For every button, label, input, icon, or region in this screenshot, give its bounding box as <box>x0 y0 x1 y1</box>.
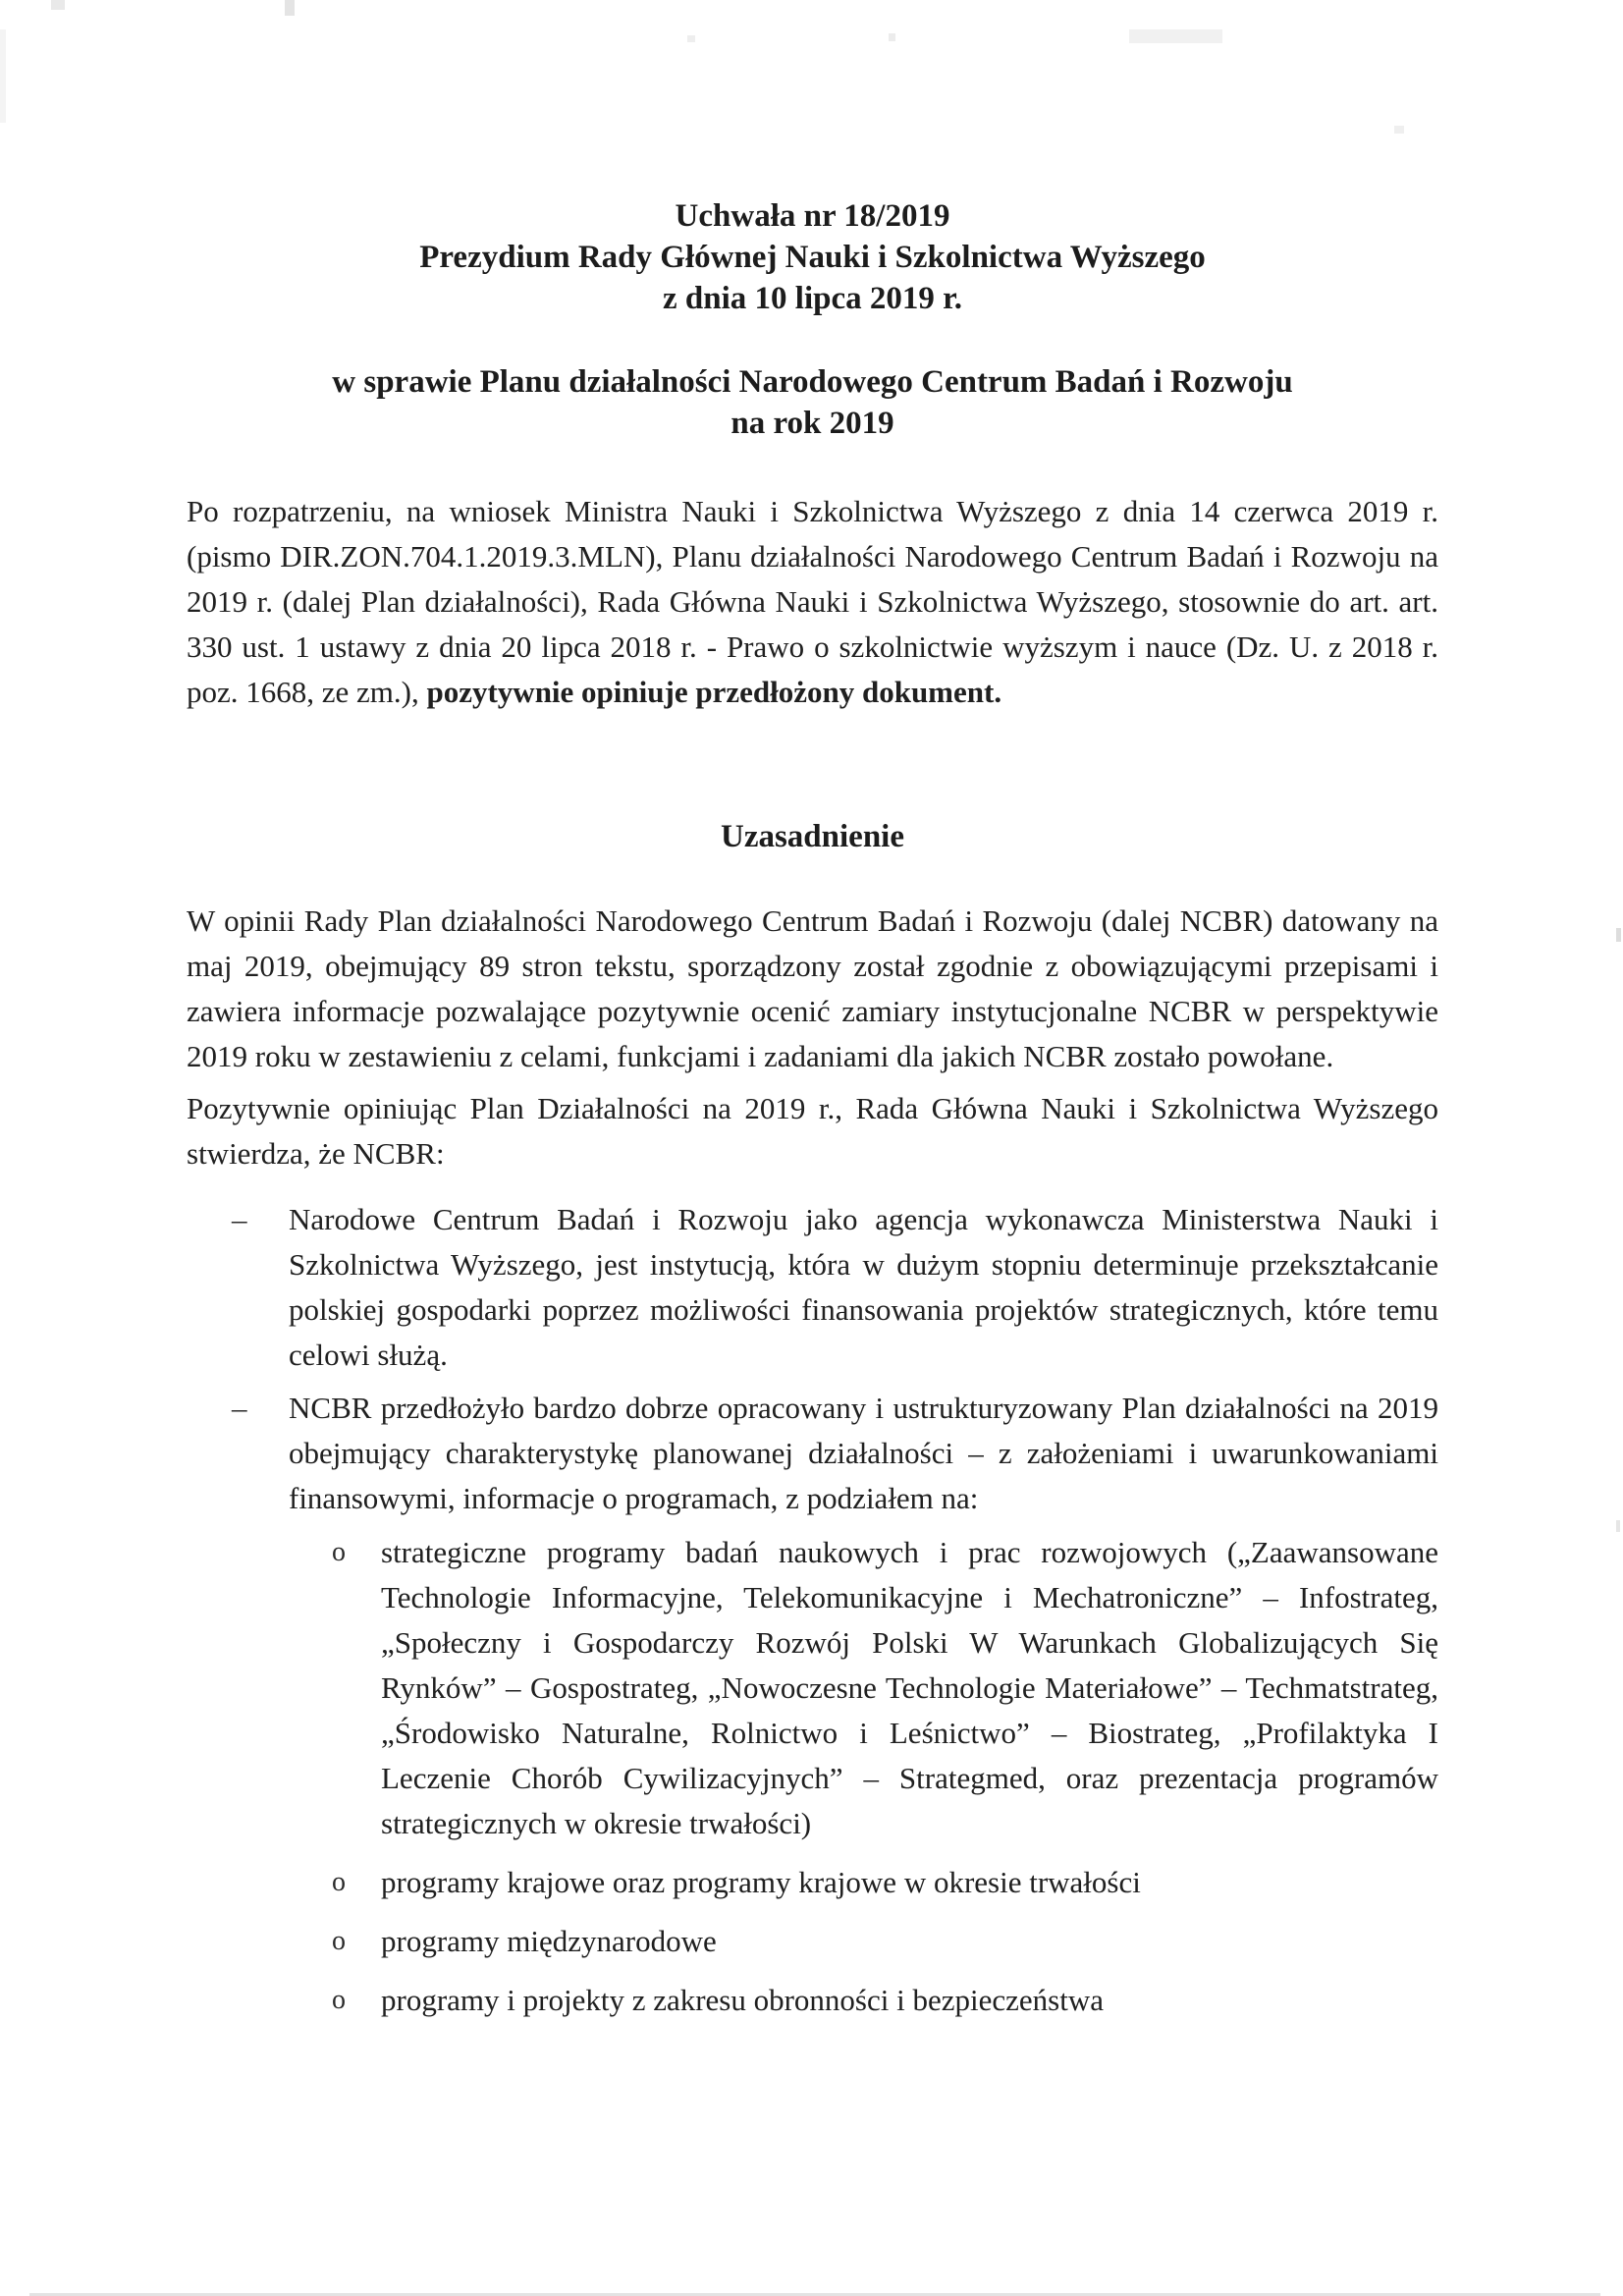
title-line-date: z dnia 10 lipca 2019 r. <box>663 281 962 316</box>
list-item <box>232 1197 1438 1378</box>
list-item <box>332 1530 1438 1846</box>
circle-marker: o <box>332 1926 346 1956</box>
title-line-number: Uchwała nr 18/2019 <box>675 198 950 234</box>
list-item <box>232 1386 1438 1521</box>
circle-list <box>187 1530 1438 2023</box>
list-item-text: Narodowe Centrum Badań i Rozwoju jako agencja wykonawcza Ministerstwa Nauki i Szkolnictwa Wyższego, jest instytucją, która w dużym stopniu determinuje przekształcanie polskiej gospodarki poprzez możliwości finansowania projektów strategicznych, które temu celowi służą. <box>289 1202 1438 1372</box>
subject-line-1: w sprawie Planu działalności Narodowego Centrum Badań i Rozwoju <box>332 364 1293 400</box>
list-item-text: programy i projekty z zakresu obronności i bezpieczeństwa <box>381 1983 1104 2017</box>
scan-artifact <box>1616 1520 1620 1532</box>
circle-marker: o <box>332 1537 346 1567</box>
conclusion-paragraph: Pozytywnie opiniując Plan Działalności na 2019 r., Rada Główna Nauki i Szkolnictwa Wyższego stwierdza, że NCBR: <box>187 1091 1438 1171</box>
document-subject <box>187 361 1438 444</box>
list-item-text: programy krajowe oraz programy krajowe w okresie trwałości <box>381 1865 1141 1899</box>
section-heading: Uzasadnienie <box>720 819 904 854</box>
title-line-issuer: Prezydium Rady Głównej Nauki i Szkolnictwa Wyższego <box>419 240 1206 275</box>
circle-marker: o <box>332 1867 346 1897</box>
intro-paragraph <box>187 489 1438 715</box>
list-item-text: NCBR przedłożyło bardzo dobrze opracowany i ustrukturyzowany Plan działalności na 2019 obejmujący charakterystykę planowanej działalności – z założeniami i uwarunkowaniami finansowymi, informacje o programach, z podziałem na: <box>289 1391 1438 1515</box>
document-title <box>187 195 1438 319</box>
subject-line-2: na rok 2019 <box>730 406 894 441</box>
list-item <box>332 1978 1438 2023</box>
list-item <box>332 1919 1438 1964</box>
opinion-paragraph: W opinii Rady Plan działalności Narodowego Centrum Badań i Rozwoju (dalej NCBR) datowany na maj 2019, obejmujący 89 stron tekstu, sporządzony został zgodnie z obowiązującymi przepisami i zawiera informacje pozwalające pozytywnie ocenić zamiary instytucjonalne NCBR w perspektywie 2019 roku w zestawieniu z celami, funkcjami i zadaniami dla jakich NCBR zostało powołane. <box>187 903 1438 1073</box>
list-item-text: programy międzynarodowe <box>381 1924 717 1958</box>
intro-paragraph-text: Po rozpatrzeniu, na wniosek Ministra Nauki i Szkolnictwa Wyższego z dnia 14 czerwca 2019 r. (pismo DIR.ZON.704.1.2019.3.MLN), Planu działalności Narodowego Centrum Badań i Rozwoju na 2019 r. (dalej Plan działalności), Rada Główna Nauki i Szkolnictwa Wyższego, stosownie do art. art. 330 ust. 1 ustawy z dnia 20 lipca 2018 r. - Prawo o szkolnictwie wyższym i nauce (Dz. U. z 2018 r. poz. 1668, ze zm.), <box>187 494 1438 709</box>
dash-list <box>187 1197 1438 1521</box>
scan-artifact <box>51 0 65 10</box>
dash-marker: – <box>232 1391 247 1425</box>
list-item-text: strategiczne programy badań naukowych i prac rozwojowych („Zaawansowane Technologie Informacyjne, Telekomunikacyjne i Mechatroniczne” – Infostrateg, „Społeczny i Gospodarczy Rozwój Polski W Warunkach Globalizujących Się Rynków” – Gospostrateg, „Nowoczesne Technologie Materiałowe” – Techmatstrateg, „Środowisko Naturalne, Rolnictwo i Leśnictwo” – Biostrateg, „Profilaktyka I Leczenie Chorób Cywilizacyjnych” – Strategmed, oraz prezentacja programów strategicznych w okresie trwałości) <box>381 1535 1438 1840</box>
dash-marker: – <box>232 1202 247 1236</box>
intro-paragraph-bold-text: pozytywnie opiniuje przedłożony dokument. <box>426 675 1002 709</box>
scan-artifact <box>0 29 6 123</box>
circle-marker: o <box>332 1985 346 2015</box>
document-content <box>187 0 1438 2023</box>
scan-artifact <box>1616 928 1621 942</box>
list-item <box>332 1860 1438 1905</box>
